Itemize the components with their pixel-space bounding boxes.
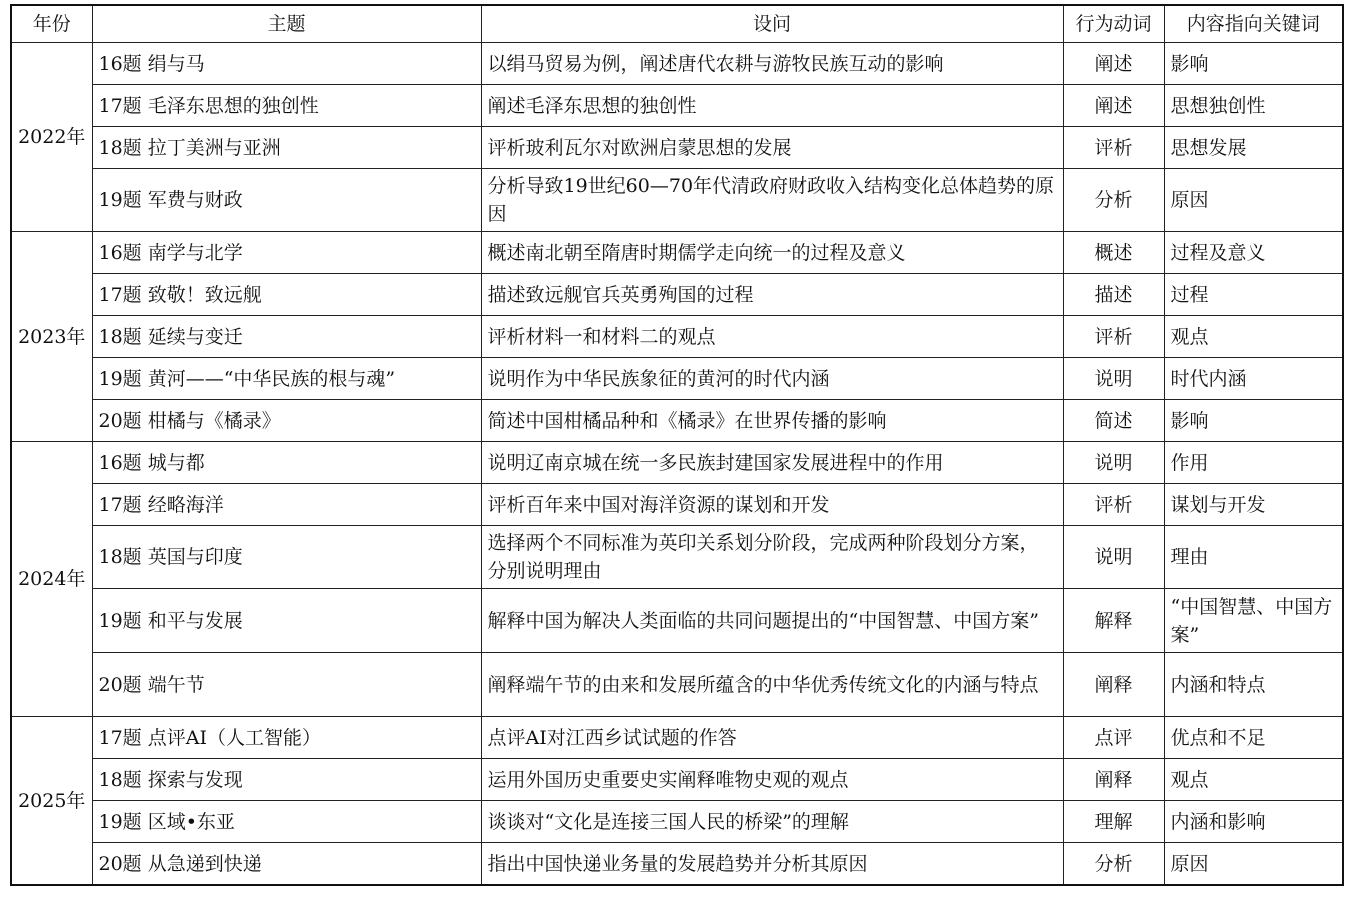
question-cell: 评析玻利瓦尔对欧洲启蒙思想的发展 — [481, 127, 1063, 169]
question-cell: 评析百年来中国对海洋资源的谋划和开发 — [481, 484, 1063, 526]
verb-cell: 说明 — [1063, 526, 1164, 589]
question-cell: 点评AI对江西乡试试题的作答 — [481, 717, 1063, 759]
topic-cell: 18题 探索与发现 — [92, 759, 481, 801]
question-cell: 阐述毛泽东思想的独创性 — [481, 85, 1063, 127]
keyword-cell: 思想发展 — [1164, 127, 1343, 169]
topic-cell: 19题 区域•东亚 — [92, 801, 481, 843]
question-cell: 概述南北朝至隋唐时期儒学走向统一的过程及意义 — [481, 232, 1063, 274]
table-row — [11, 400, 1343, 442]
table-row — [11, 526, 1343, 589]
verb-cell: 阐释 — [1063, 653, 1164, 717]
topic-cell: 17题 经略海洋 — [92, 484, 481, 526]
verb-cell: 解释 — [1063, 589, 1164, 653]
question-cell: 谈谈对“文化是连接三国人民的桥梁”的理解 — [481, 801, 1063, 843]
keyword-cell: 原因 — [1164, 843, 1343, 886]
question-cell: 运用外国历史重要史实阐释唯物史观的观点 — [481, 759, 1063, 801]
verb-cell: 简述 — [1063, 400, 1164, 442]
topic-cell: 20题 柑橘与《橘录》 — [92, 400, 481, 442]
keyword-cell: 内涵和影响 — [1164, 801, 1343, 843]
table-row — [11, 484, 1343, 526]
keyword-cell: 理由 — [1164, 526, 1343, 589]
header-topic: 主题 — [92, 5, 481, 43]
question-cell: 说明辽南京城在统一多民族封建国家发展进程中的作用 — [481, 442, 1063, 484]
table-row — [11, 759, 1343, 801]
question-cell: 评析材料一和材料二的观点 — [481, 316, 1063, 358]
year-cell: 2024年 — [11, 442, 92, 717]
question-cell: 简述中国柑橘品种和《橘录》在世界传播的影响 — [481, 400, 1063, 442]
topic-cell: 20题 端午节 — [92, 653, 481, 717]
table-row — [11, 316, 1343, 358]
verb-cell: 阐述 — [1063, 85, 1164, 127]
verb-cell: 阐述 — [1063, 43, 1164, 85]
keyword-cell: 优点和不足 — [1164, 717, 1343, 759]
exam-question-table — [10, 4, 1344, 886]
keyword-cell: “中国智慧、中国方案” — [1164, 589, 1343, 653]
verb-cell: 理解 — [1063, 801, 1164, 843]
question-cell: 解释中国为解决人类面临的共同问题提出的“中国智慧、中国方案” — [481, 589, 1063, 653]
table-row — [11, 589, 1343, 653]
verb-cell: 评析 — [1063, 316, 1164, 358]
verb-cell: 评析 — [1063, 127, 1164, 169]
keyword-cell: 思想独创性 — [1164, 85, 1343, 127]
table-row — [11, 358, 1343, 400]
keyword-cell: 原因 — [1164, 169, 1343, 232]
topic-cell: 16题 绢与马 — [92, 43, 481, 85]
year-cell: 2022年 — [11, 43, 92, 232]
table-row — [11, 43, 1343, 85]
table-row — [11, 717, 1343, 759]
table-row — [11, 169, 1343, 232]
keyword-cell: 观点 — [1164, 316, 1343, 358]
verb-cell: 点评 — [1063, 717, 1164, 759]
topic-cell: 19题 军费与财政 — [92, 169, 481, 232]
table-row — [11, 843, 1343, 886]
keyword-cell: 影响 — [1164, 43, 1343, 85]
topic-cell: 18题 延续与变迁 — [92, 316, 481, 358]
topic-cell: 17题 致敬！致远舰 — [92, 274, 481, 316]
question-cell: 描述致远舰官兵英勇殉国的过程 — [481, 274, 1063, 316]
verb-cell: 说明 — [1063, 358, 1164, 400]
keyword-cell: 过程及意义 — [1164, 232, 1343, 274]
verb-cell: 阐释 — [1063, 759, 1164, 801]
table-row — [11, 127, 1343, 169]
topic-cell: 18题 英国与印度 — [92, 526, 481, 589]
topic-cell: 19题 黄河——“中华民族的根与魂” — [92, 358, 481, 400]
question-cell: 以绢马贸易为例，阐述唐代农耕与游牧民族互动的影响 — [481, 43, 1063, 85]
keyword-cell: 过程 — [1164, 274, 1343, 316]
table-row — [11, 442, 1343, 484]
topic-cell: 19题 和平与发展 — [92, 589, 481, 653]
keyword-cell: 时代内涵 — [1164, 358, 1343, 400]
question-cell: 指出中国快递业务量的发展趋势并分析其原因 — [481, 843, 1063, 886]
topic-cell: 16题 城与都 — [92, 442, 481, 484]
keyword-cell: 观点 — [1164, 759, 1343, 801]
header-year: 年份 — [11, 5, 92, 43]
table-row — [11, 653, 1343, 717]
header-question: 设问 — [481, 5, 1063, 43]
question-cell: 选择两个不同标准为英印关系划分阶段，完成两种阶段划分方案，分别说明理由 — [481, 526, 1063, 589]
verb-cell: 描述 — [1063, 274, 1164, 316]
year-cell: 2023年 — [11, 232, 92, 442]
topic-cell: 17题 毛泽东思想的独创性 — [92, 85, 481, 127]
keyword-cell: 影响 — [1164, 400, 1343, 442]
verb-cell: 评析 — [1063, 484, 1164, 526]
keyword-cell: 谋划与开发 — [1164, 484, 1343, 526]
table-row — [11, 232, 1343, 274]
table-row — [11, 274, 1343, 316]
keyword-cell: 内涵和特点 — [1164, 653, 1343, 717]
topic-cell: 18题 拉丁美洲与亚洲 — [92, 127, 481, 169]
verb-cell: 概述 — [1063, 232, 1164, 274]
keyword-cell: 作用 — [1164, 442, 1343, 484]
question-cell: 说明作为中华民族象征的黄河的时代内涵 — [481, 358, 1063, 400]
header-verb: 行为动词 — [1063, 5, 1164, 43]
question-cell: 阐释端午节的由来和发展所蕴含的中华优秀传统文化的内涵与特点 — [481, 653, 1063, 717]
topic-cell: 20题 从急递到快递 — [92, 843, 481, 886]
header-keyword: 内容指向关键词 — [1164, 5, 1343, 43]
verb-cell: 分析 — [1063, 169, 1164, 232]
header-row — [11, 5, 1343, 43]
topic-cell: 17题 点评AI（人工智能） — [92, 717, 481, 759]
table-row — [11, 801, 1343, 843]
table-row — [11, 85, 1343, 127]
question-cell: 分析导致19世纪60—70年代清政府财政收入结构变化总体趋势的原因 — [481, 169, 1063, 232]
year-cell: 2025年 — [11, 717, 92, 886]
topic-cell: 16题 南学与北学 — [92, 232, 481, 274]
verb-cell: 分析 — [1063, 843, 1164, 886]
verb-cell: 说明 — [1063, 442, 1164, 484]
